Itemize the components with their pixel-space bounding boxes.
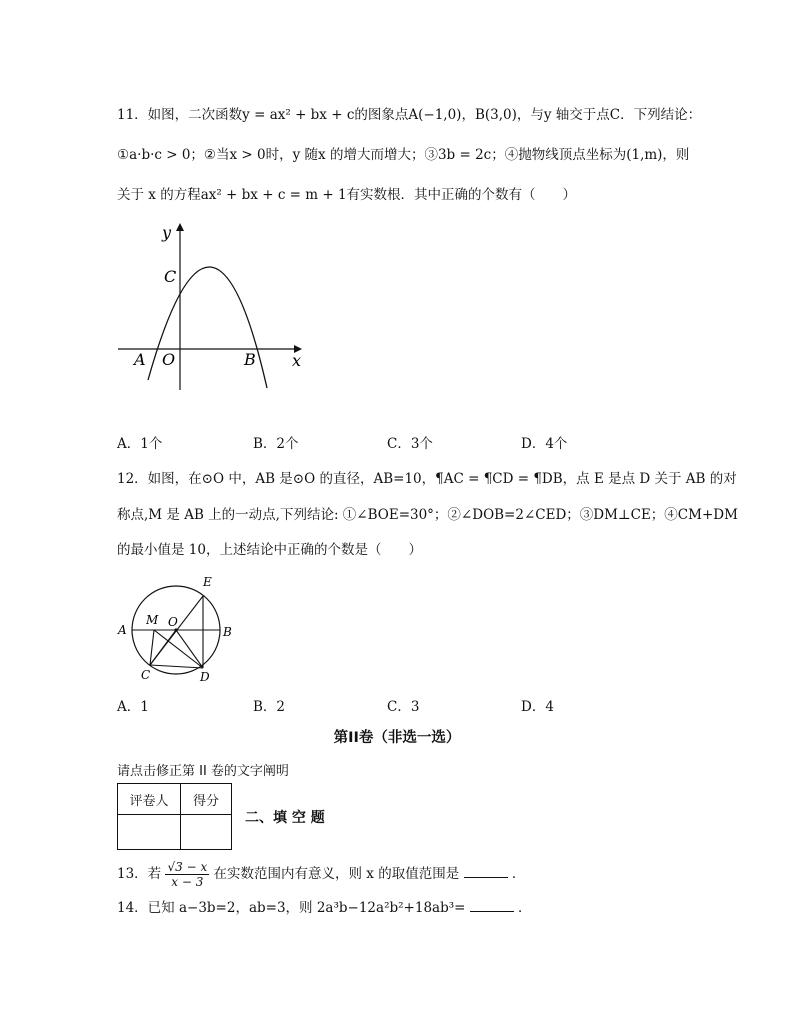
q14-answer-blank[interactable] (470, 898, 514, 912)
q14-line (117, 898, 532, 918)
q12-choice-a[interactable]: A．1 (117, 699, 149, 715)
q11-choice-d[interactable]: D．4个 (521, 436, 568, 452)
q14-text: 14．已知 a−3b=2，ab=3，则 2a³b−12a²b²+18ab³= (117, 900, 466, 916)
fill-blank-heading: 二、填 空 题 (245, 810, 325, 826)
section-note: 请点击修正第 II 卷的文字阐明 (117, 764, 289, 779)
table-header-grader: 评卷人 (118, 784, 181, 815)
fig-label-D: D (200, 670, 210, 684)
table-cell-score[interactable] (181, 815, 232, 850)
q12-circle-figure (112, 570, 242, 685)
q11-choice-b[interactable]: B．2个 (253, 436, 299, 452)
q11-line-1: 11．如图，二次函数y = ax² + bx + c的图象点A(−1,0)，B(3,0)，与y 轴交于点C．下列结论： (117, 107, 702, 123)
q14-end: ． (518, 900, 532, 916)
fig-label-O: O (168, 615, 178, 629)
q13-answer-blank[interactable] (464, 864, 508, 878)
q12-choice-d[interactable]: D．4 (521, 699, 554, 715)
q13-suffix: 在实数范围内有意义，则 x 的取值范围是 (213, 866, 460, 882)
q12-choice-b[interactable]: B．2 (253, 699, 286, 715)
chord-cd (150, 665, 203, 668)
table-header-score: 得分 (181, 784, 232, 815)
q13-fraction-numerator: √3 − x (167, 860, 208, 874)
fig-label-A: A (118, 623, 127, 637)
q13-prefix: 13．若 (117, 866, 162, 882)
graph-label-x: x (292, 351, 302, 370)
grader-score-table (117, 783, 232, 850)
q12-choice-c[interactable]: C．3 (387, 699, 420, 715)
graph-label-O: O (162, 350, 176, 369)
y-axis-arrow (176, 223, 184, 231)
q11-line-2: ①a·b·c > 0；②当x > 0时，y 随x 的增大而增大；③3b = 2c；④抛物线顶点坐标为(1,m)，则 (117, 147, 690, 163)
fig-label-B: B (223, 625, 232, 639)
fig-label-M: M (146, 613, 159, 627)
graph-label-B: B (244, 350, 256, 369)
q13-line (117, 860, 525, 889)
graph-label-y: y (162, 223, 172, 242)
q11-choice-c[interactable]: C．3个 (387, 436, 433, 452)
graph-label-A: A (134, 350, 146, 369)
q12-line-1: 12．如图，在⊙O 中，AB 是⊙O 的直径，AB=10，¶AC = ¶CD = ¶DB，点 E 是点 D 关于 AB 的对 (117, 471, 737, 487)
q13-fraction-denominator: x − 3 (171, 875, 204, 889)
q11-line-3: 关于 x 的方程ax² + bx + c = m + 1有实数根．其中正确的个数有（ ） (117, 187, 577, 203)
q11-parabola-graph (110, 218, 310, 398)
fig-label-E: E (203, 575, 212, 589)
q11-choice-a[interactable]: A．1个 (117, 436, 163, 452)
segment-od (176, 630, 203, 668)
section-title: 第II卷（非选一选） (333, 730, 461, 746)
table-cell-grader[interactable] (118, 815, 181, 850)
q13-fraction (165, 860, 209, 889)
q12-line-2: 称点,M 是 AB 上的一动点,下列结论: ①∠BOE=30°；②∠DOB=2∠CED；③DM⊥CE；④CM+DM (117, 507, 738, 523)
graph-label-C: C (164, 267, 177, 286)
fig-label-C: C (141, 668, 151, 682)
q12-line-3: 的最小值是 10，上述结论中正确的个数是（ ） (117, 542, 422, 558)
q13-end: ． (511, 866, 526, 882)
